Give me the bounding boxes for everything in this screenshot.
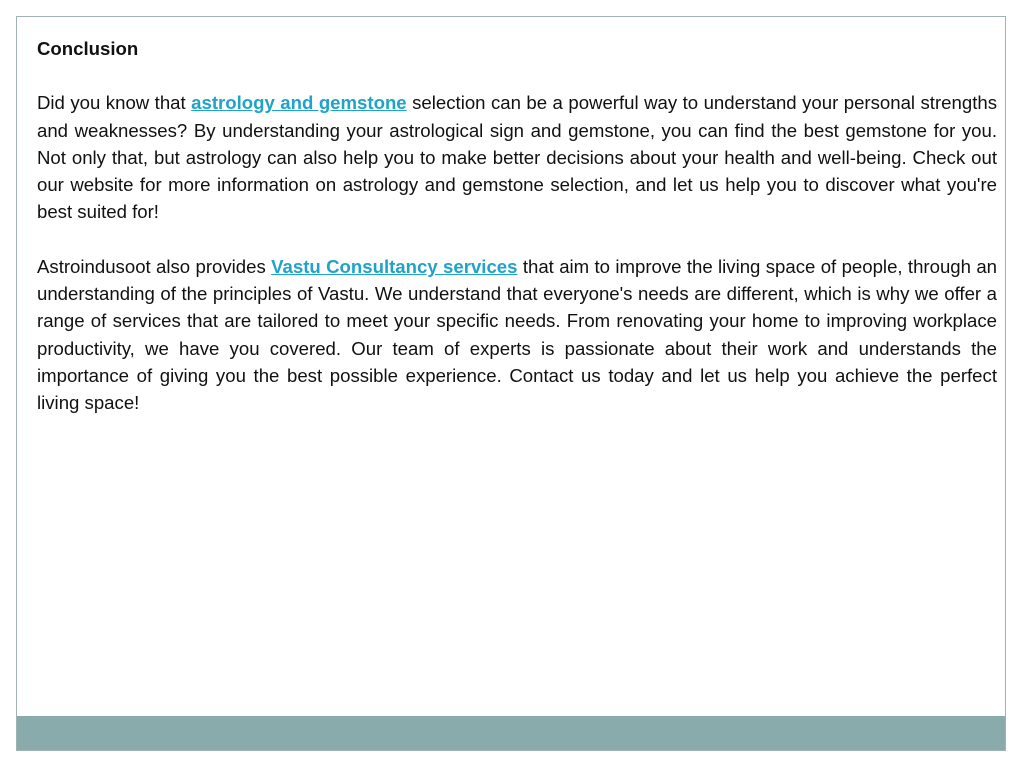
paragraph-vastu-intro: Astroindusoot also provides [37, 255, 272, 277]
slide-frame [16, 16, 1006, 751]
footer-bar [17, 716, 1005, 750]
vastu-consultancy-link[interactable]: Vastu Consultancy services [271, 255, 518, 277]
conclusion-heading: Conclusion [37, 38, 139, 59]
paragraph-astrology [37, 89, 997, 225]
paragraph-vastu [37, 253, 997, 417]
astrology-gemstone-link[interactable]: astrology and gemstone [191, 92, 407, 114]
paragraph-astrology-intro: Did you know that [37, 92, 192, 114]
paragraph-vastu-body: that aim to improve the living space of people, through an understanding of the principles of Vastu. We understand that everyone's needs are different, which is why we offer a range of services that are tailored to meet your specific needs. From renovating your home to improving workplace productivity, we have you covered. Our team of experts is passionate about their work and understands the importance of giving you the best possible experience. Contact us today and let us help you achieve the perfect living space! [37, 255, 998, 414]
document-body [37, 35, 997, 444]
paragraph-astrology-body: selection can be a powerful way to understand your personal strengths and weaknesses? By understanding your astrological sign and gemstone, you can find the best gemstone for you. Not only that, but astrology can also help you to make better decisions about your health and well-being. Check out our website for more information on astrology and gemstone selection, and let us help you to discover what you're best suited for! [37, 92, 997, 223]
